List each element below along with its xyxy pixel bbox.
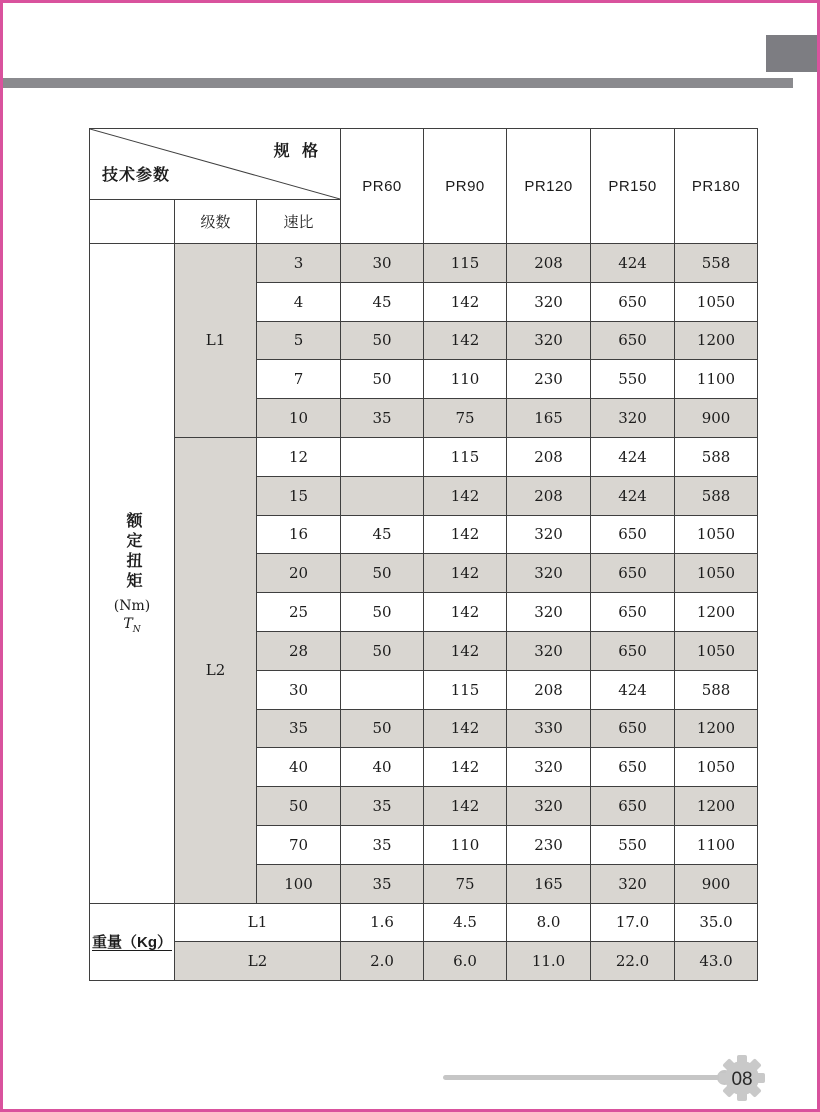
value-cell: 900 xyxy=(675,399,758,438)
value-cell: 50 xyxy=(341,554,424,593)
ratio-cell: 3 xyxy=(257,244,341,283)
value-cell: 650 xyxy=(591,748,675,787)
value-cell: 558 xyxy=(675,244,758,283)
ratio-header-label: 速比 xyxy=(257,200,341,244)
value-cell: 1100 xyxy=(675,360,758,399)
weight-value-cell: 6.0 xyxy=(424,942,507,981)
value-cell: 110 xyxy=(424,360,507,399)
footer-rule xyxy=(443,1075,721,1080)
value-cell: 650 xyxy=(591,554,675,593)
weight-row xyxy=(90,942,758,981)
value-cell: 142 xyxy=(424,593,507,632)
column-header-pr120: PR120 xyxy=(507,129,591,244)
value-cell: 650 xyxy=(591,282,675,321)
value-cell: 900 xyxy=(675,864,758,903)
value-cell: 75 xyxy=(424,864,507,903)
weight-value-cell: 35.0 xyxy=(675,903,758,942)
column-header-pr90: PR90 xyxy=(424,129,507,244)
empty-header-cell xyxy=(90,200,175,244)
value-cell xyxy=(341,437,424,476)
value-cell: 45 xyxy=(341,282,424,321)
ratio-cell: 50 xyxy=(257,787,341,826)
data-row xyxy=(90,244,758,283)
value-cell: 424 xyxy=(591,244,675,283)
value-cell: 50 xyxy=(341,593,424,632)
ratio-cell: 12 xyxy=(257,437,341,476)
table-body xyxy=(90,244,758,981)
value-cell: 424 xyxy=(591,437,675,476)
ratio-cell: 4 xyxy=(257,282,341,321)
value-cell: 320 xyxy=(507,787,591,826)
weight-stage-cell: L1 xyxy=(175,903,341,942)
weight-row xyxy=(90,903,758,942)
value-cell: 230 xyxy=(507,825,591,864)
weight-value-cell: 43.0 xyxy=(675,942,758,981)
weight-label-cell: 重量（Kg） xyxy=(90,903,175,981)
value-cell: 588 xyxy=(675,476,758,515)
value-cell: 30 xyxy=(341,244,424,283)
value-cell: 320 xyxy=(507,282,591,321)
value-cell: 50 xyxy=(341,709,424,748)
torque-symbol: $T_N$ xyxy=(123,615,141,635)
value-cell: 142 xyxy=(424,631,507,670)
value-cell xyxy=(341,670,424,709)
corner-cell xyxy=(90,129,341,200)
value-cell: 650 xyxy=(591,593,675,632)
value-cell: 35 xyxy=(341,787,424,826)
spec-header-label: 规 格 xyxy=(273,143,323,160)
torque-label-vertical: 额定扭矩 xyxy=(124,511,141,592)
value-cell: 650 xyxy=(591,515,675,554)
value-cell: 208 xyxy=(507,437,591,476)
value-cell: 35 xyxy=(341,864,424,903)
value-cell: 142 xyxy=(424,476,507,515)
value-cell: 208 xyxy=(507,244,591,283)
ratio-cell: 15 xyxy=(257,476,341,515)
value-cell: 320 xyxy=(507,554,591,593)
value-cell: 320 xyxy=(507,515,591,554)
header-accent-block xyxy=(766,35,817,72)
ratio-cell: 25 xyxy=(257,593,341,632)
ratio-cell: 35 xyxy=(257,709,341,748)
value-cell: 75 xyxy=(424,399,507,438)
ratio-cell: 40 xyxy=(257,748,341,787)
ratio-cell: 16 xyxy=(257,515,341,554)
value-cell: 142 xyxy=(424,787,507,826)
ratio-cell: 28 xyxy=(257,631,341,670)
value-cell: 320 xyxy=(507,321,591,360)
page-number: 08 xyxy=(731,1069,753,1090)
value-cell: 320 xyxy=(507,631,591,670)
value-cell: 330 xyxy=(507,709,591,748)
column-header-pr60: PR60 xyxy=(341,129,424,244)
torque-unit-label: (Nm) xyxy=(113,597,151,614)
value-cell: 115 xyxy=(424,437,507,476)
value-cell: 230 xyxy=(507,360,591,399)
value-cell: 320 xyxy=(591,399,675,438)
weight-value-cell: 2.0 xyxy=(341,942,424,981)
value-cell xyxy=(341,476,424,515)
header-rule-bar xyxy=(3,78,793,88)
value-cell: 45 xyxy=(341,515,424,554)
value-cell: 165 xyxy=(507,864,591,903)
value-cell: 208 xyxy=(507,670,591,709)
column-header-pr180: PR180 xyxy=(675,129,758,244)
value-cell: 1050 xyxy=(675,631,758,670)
value-cell: 424 xyxy=(591,670,675,709)
ratio-cell: 10 xyxy=(257,399,341,438)
ratio-cell: 20 xyxy=(257,554,341,593)
stage-cell: L2 xyxy=(175,437,257,903)
weight-value-cell: 4.5 xyxy=(424,903,507,942)
value-cell: 142 xyxy=(424,709,507,748)
value-cell: 50 xyxy=(341,360,424,399)
value-cell: 650 xyxy=(591,631,675,670)
value-cell: 650 xyxy=(591,709,675,748)
value-cell: 115 xyxy=(424,244,507,283)
value-cell: 1050 xyxy=(675,515,758,554)
value-cell: 424 xyxy=(591,476,675,515)
weight-value-cell: 17.0 xyxy=(591,903,675,942)
value-cell: 550 xyxy=(591,360,675,399)
value-cell: 1200 xyxy=(675,787,758,826)
ratio-cell: 70 xyxy=(257,825,341,864)
value-cell: 40 xyxy=(341,748,424,787)
ratio-cell: 30 xyxy=(257,670,341,709)
table-header xyxy=(90,129,758,244)
value-cell: 1050 xyxy=(675,748,758,787)
value-cell: 1200 xyxy=(675,709,758,748)
value-cell: 550 xyxy=(591,825,675,864)
stage-cell: L1 xyxy=(175,244,257,438)
value-cell: 110 xyxy=(424,825,507,864)
value-cell: 50 xyxy=(341,631,424,670)
value-cell: 35 xyxy=(341,399,424,438)
value-cell: 115 xyxy=(424,670,507,709)
weight-value-cell: 22.0 xyxy=(591,942,675,981)
value-cell: 165 xyxy=(507,399,591,438)
value-cell: 142 xyxy=(424,515,507,554)
spec-table xyxy=(89,128,758,981)
torque-header-cell xyxy=(90,244,175,904)
ratio-cell: 5 xyxy=(257,321,341,360)
data-row xyxy=(90,437,758,476)
weight-value-cell: 8.0 xyxy=(507,903,591,942)
value-cell: 50 xyxy=(341,321,424,360)
value-cell: 142 xyxy=(424,748,507,787)
value-cell: 588 xyxy=(675,437,758,476)
value-cell: 142 xyxy=(424,321,507,360)
value-cell: 1100 xyxy=(675,825,758,864)
ratio-cell: 100 xyxy=(257,864,341,903)
gear-icon xyxy=(717,1053,767,1103)
column-header-pr150: PR150 xyxy=(591,129,675,244)
value-cell: 35 xyxy=(341,825,424,864)
weight-stage-cell: L2 xyxy=(175,942,341,981)
value-cell: 588 xyxy=(675,670,758,709)
ratio-cell: 7 xyxy=(257,360,341,399)
value-cell: 142 xyxy=(424,554,507,593)
value-cell: 320 xyxy=(507,748,591,787)
value-cell: 1200 xyxy=(675,593,758,632)
value-cell: 1200 xyxy=(675,321,758,360)
value-cell: 320 xyxy=(507,593,591,632)
stage-header-label: 级数 xyxy=(175,200,257,244)
weight-value-cell: 11.0 xyxy=(507,942,591,981)
value-cell: 650 xyxy=(591,787,675,826)
value-cell: 320 xyxy=(591,864,675,903)
header-row-1 xyxy=(90,129,758,200)
value-cell: 650 xyxy=(591,321,675,360)
weight-value-cell: 1.6 xyxy=(341,903,424,942)
value-cell: 1050 xyxy=(675,282,758,321)
value-cell: 208 xyxy=(507,476,591,515)
param-header-label: 技术参数 xyxy=(102,167,171,184)
value-cell: 142 xyxy=(424,282,507,321)
value-cell: 1050 xyxy=(675,554,758,593)
